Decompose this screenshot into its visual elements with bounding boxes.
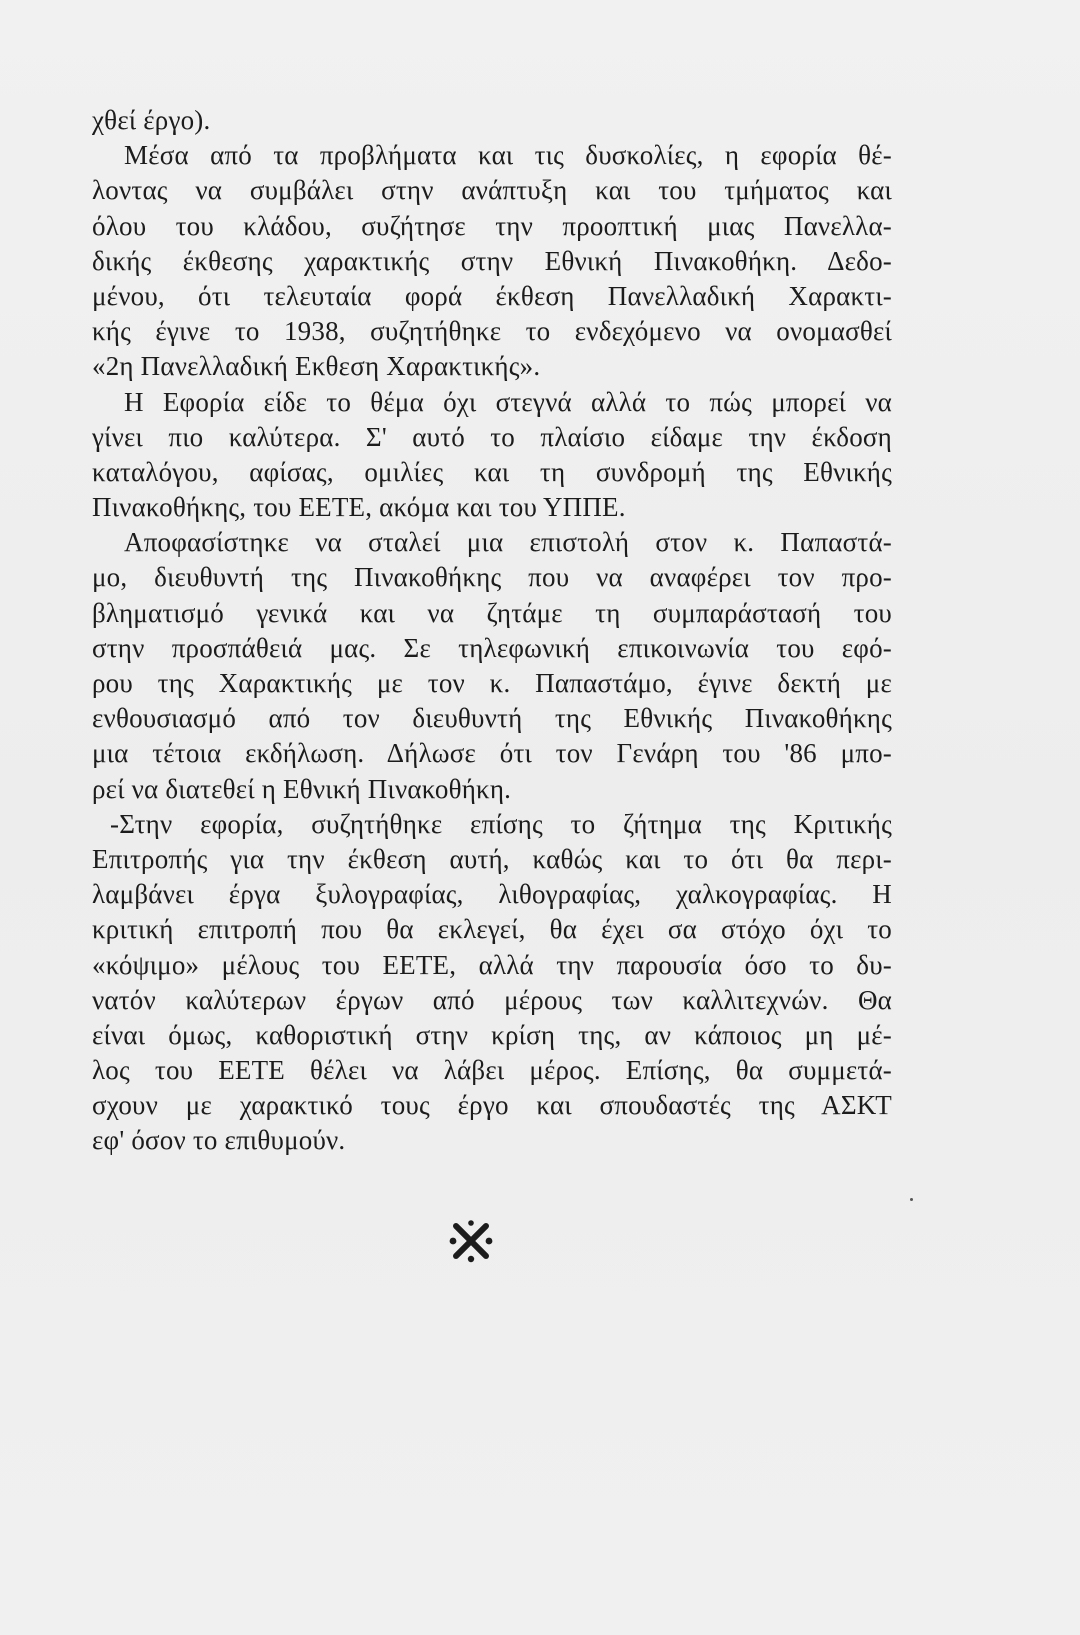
text-line: «2η Πανελλαδική Εκθεση Χαρακτικής». [92, 351, 541, 382]
text-line: νατόν καλύτερων έργων από μέρους των καλλιτεχνών. Θα [92, 984, 892, 1015]
asterisk-cross-ornament-icon [448, 1218, 494, 1264]
text-line: -Στην εφορία, συζητήθηκε επίσης το ζήτημα της Κριτικής [110, 808, 892, 839]
text-line: λαμβάνει έργα ξυλογραφίας, λιθογραφίας, χαλκογραφίας. Η [92, 879, 892, 910]
text-line: μο, διευθυντή της Πινακοθήκης που να αναφέρει τον προ- [92, 562, 892, 593]
text-line: χθεί έργο). [92, 105, 211, 135]
text-line: ρεί να διατεθεί η Εθνική Πινακοθήκη. [92, 773, 512, 804]
text-line: Αποφασίστηκε να σταλεί μια επιστολή στον κ. Παπαστά- [124, 527, 892, 558]
text-line: στην προσπάθειά μας. Σε τηλεφωνική επικοινωνία του εφό- [92, 632, 892, 663]
text-line: λος του ΕΕΤΕ θέλει να λάβει μέρος. Επίσης, θα συμμετά- [92, 1055, 892, 1086]
text-line: βληματισμό γενικά και να ζητάμε τη συμπαράστασή του [92, 597, 892, 628]
text-line: είναι όμως, καθοριστική στην κρίση της, αν κάποιος μη μέ- [92, 1019, 892, 1050]
text-line: όλου του κλάδου, συζήτησε την προοπτική μιας Πανελλα- [92, 210, 892, 241]
text-line: ρου της Χαρακτικής με τον κ. Παπαστάμο, έγινε δεκτή με [92, 668, 892, 698]
text-line: κής έγινε το 1938, συζητήθηκε το ενδεχόμενο να ονομασθεί [92, 316, 892, 347]
text-line: δικής έκθεσης χαρακτικής στην Εθνική Πινακοθήκη. Δεδο- [92, 245, 892, 276]
text-line: μια τέτοια εκδήλωση. Δήλωσε ότι τον Γενάρη του '86 μπο- [92, 738, 892, 769]
text-line: κριτική επιτροπή που θα εκλεγεί, θα έχει σα στόχο όχι το [92, 914, 892, 945]
text-line: Η Εφορία είδε το θέμα όχι στεγνά αλλά το πώς μπορεί να [124, 386, 892, 417]
paper-speck [910, 1198, 913, 1201]
text-line: μένου, ότι τελευταία φορά έκθεση Πανελλαδική Χαρακτι- [92, 280, 892, 311]
text-line: σχουν με χαρακτικό τους έργο και σπουδαστές της ΑΣΚΤ [92, 1090, 892, 1121]
body-text [92, 103, 892, 1159]
text-line: Πινακοθήκης, του ΕΕΤΕ, ακόμα και του ΥΠΠΕ. [92, 492, 626, 523]
text-line: εφ' όσον το επιθυμούν. [92, 1125, 346, 1156]
text-line: ενθουσιασμό από τον διευθυντή της Εθνικής Πινακοθήκης [92, 703, 892, 734]
text-line: Μέσα από τα προβλήματα και τις δυσκολίες, η εφορία θέ- [124, 140, 892, 171]
text-line: καταλόγου, αφίσας, ομιλίες και τη συνδρομή της Εθνικής [92, 456, 892, 487]
text-line: Επιτροπής για την έκθεση αυτή, καθώς και το ότι θα περι- [92, 843, 892, 874]
text-line: γίνει πιο καλύτερα. Σ' αυτό το πλαίσιο είδαμε την έκδοση [92, 421, 892, 452]
text-line: λοντας να συμβάλει στην ανάπτυξη και του τμήματος και [92, 175, 892, 206]
text-line: «κόψιμο» μέλους του ΕΕΤΕ, αλλά την παρουσία όσο το δυ- [92, 949, 892, 980]
